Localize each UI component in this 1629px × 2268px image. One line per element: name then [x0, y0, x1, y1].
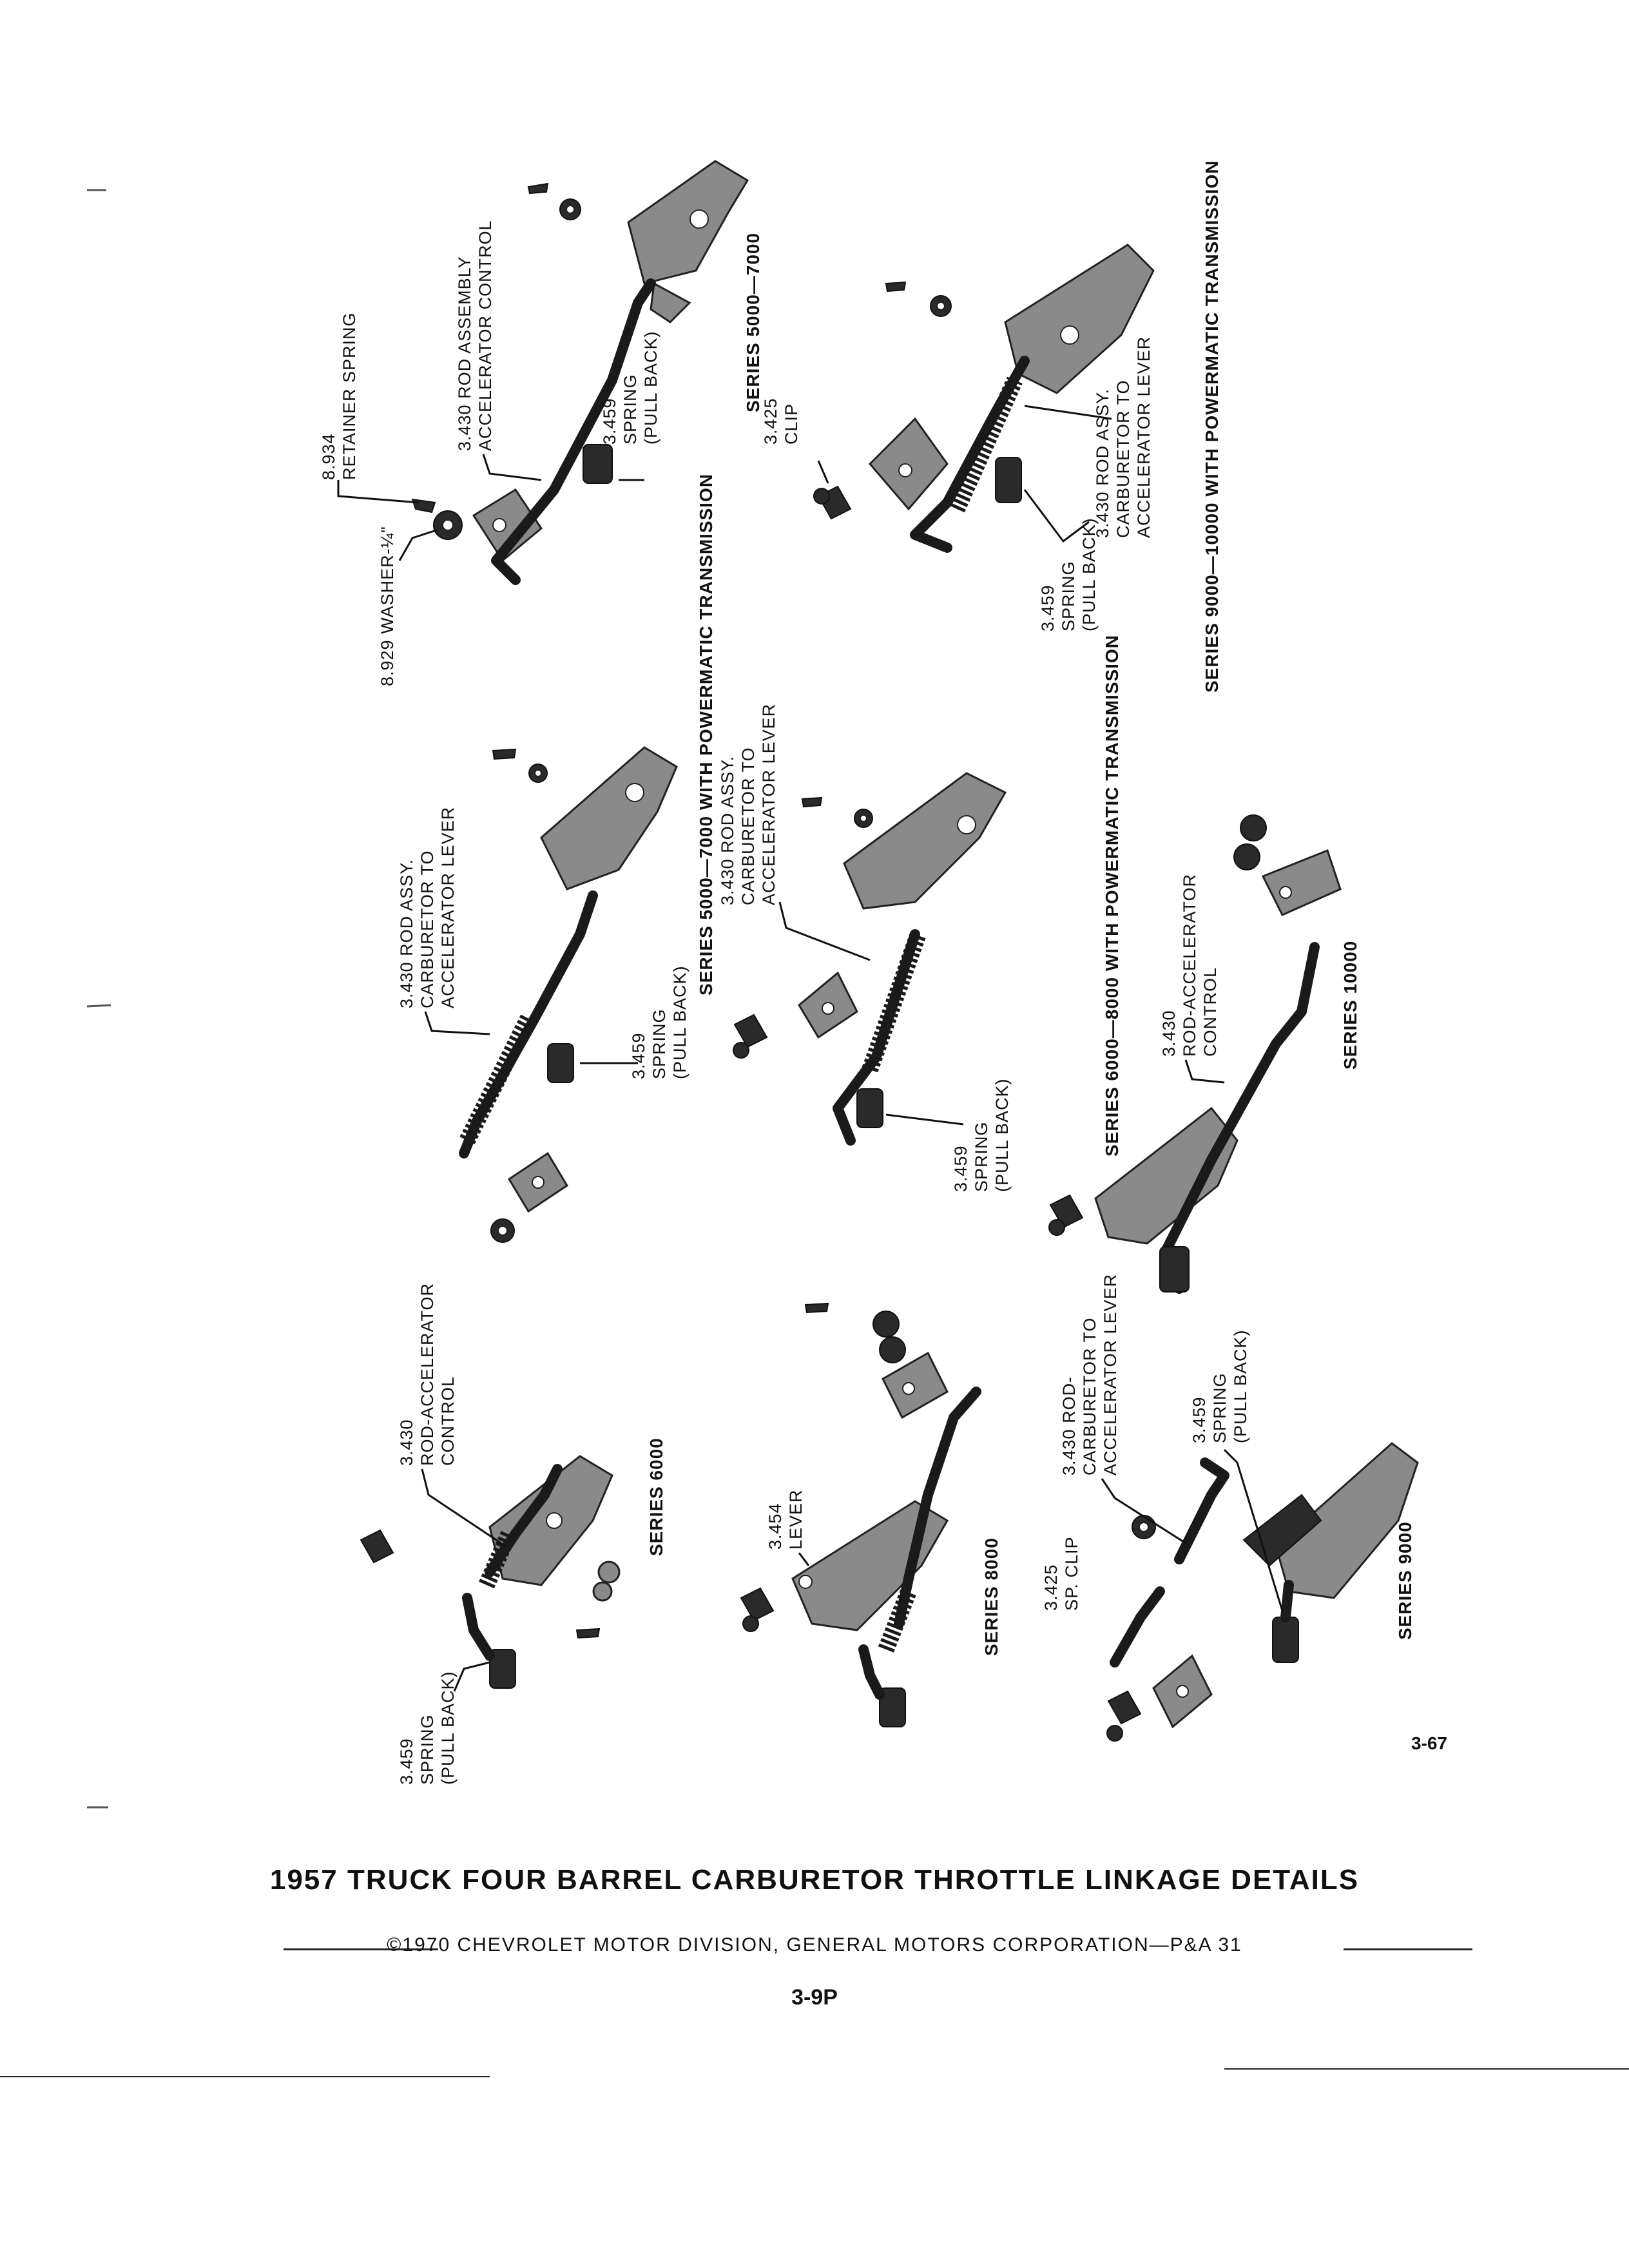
clip-text: CLIP: [782, 403, 801, 445]
series-5000-7000-pt-upper-title: SERIES 5000—7000 WITH POWERMATIC TRANSMISSION: [696, 474, 716, 995]
cotter-pin-part: [805, 1303, 828, 1312]
bushing-part: [1234, 844, 1260, 870]
washer-part: [593, 1562, 619, 1600]
bottom-rule-right: [1224, 2068, 1629, 2070]
panel-series-8000: [741, 1303, 1001, 1727]
series-title: SERIES 9000: [1395, 1521, 1415, 1640]
sp-clip-part: [1132, 1515, 1155, 1539]
cotter-pin-part: [493, 749, 516, 759]
page-title: 1957 TRUCK FOUR BARREL CARBURETOR THROTTLE LINKAGE DETAILS: [269, 1864, 1360, 1896]
svg-text:3.425CLIP: [761, 398, 801, 445]
accelerator-plate-part: [870, 419, 947, 509]
clip-part: [814, 486, 851, 519]
bracket-part: [1005, 245, 1153, 393]
cotter-pin-part: [528, 184, 581, 220]
svg-text:3.430ROD-ACCELERATORCONTROL: [397, 1283, 458, 1466]
rod-assy-line2: CARBURETOR TO: [1113, 380, 1133, 538]
svg-text:3.459SPRING(PULL BACK): [629, 965, 689, 1079]
label-washer: [378, 526, 438, 686]
label-rod-assembly: [455, 220, 541, 480]
label-retainer-spring: [319, 312, 419, 503]
spring-text: SPRING: [650, 1008, 669, 1079]
carburetor-rod: [1179, 1463, 1224, 1559]
label-sp-clip: [1041, 1536, 1081, 1611]
label-spring: [397, 1662, 490, 1785]
rod-number: 3.430 ROD-: [1059, 1376, 1079, 1475]
spring-number: 3.459: [1190, 1396, 1209, 1443]
spring-text: SPRING: [1210, 1372, 1229, 1443]
spring-text: SPRING: [1059, 561, 1078, 631]
series-title: SERIES 5000—7000: [743, 232, 763, 412]
rod-assembly-text: ACCELERATOR CONTROL: [476, 220, 495, 451]
rod-assy-number: 3.430 ROD ASSY.: [1093, 388, 1112, 538]
label-spring: [580, 965, 689, 1079]
svg-text:3.430ROD-ACCELERATORCONTROL: [1159, 874, 1220, 1057]
svg-text:3.459SPRING(PULL BACK): [397, 1671, 458, 1785]
spring-link: [1286, 1585, 1289, 1617]
accelerator-plate-part: [509, 1153, 567, 1211]
rod-text-2: CONTROL: [1200, 966, 1220, 1057]
cotter-pin-part: [802, 798, 822, 807]
clip-part: [733, 1015, 767, 1058]
series-title: SERIES 9000—10000 WITH POWERMATIC TRANSMISSION: [1202, 160, 1222, 693]
bushing-part: [873, 1311, 899, 1337]
svg-text:8.934RETAINER SPRING: [319, 312, 359, 480]
rod-assy-line2: CARBURETOR TO: [418, 850, 437, 1008]
page-number: 3-9P: [791, 1985, 838, 2010]
figure-number: 3-67: [1411, 1733, 1448, 1753]
rod-assy-line3: ACCELERATOR LEVER: [759, 703, 778, 905]
rod-text: ROD-ACCELERATOR: [1180, 873, 1199, 1057]
panel-series-10000: [1049, 815, 1360, 1292]
clip-part: [741, 1588, 773, 1631]
svg-text:3.459SPRING(PULL BACK): [1190, 1329, 1250, 1443]
series-title: SERIES 8000: [981, 1537, 1001, 1656]
spring-link: [467, 1598, 490, 1656]
spring-pull-back: (PULL BACK): [1079, 517, 1099, 631]
rod-coil-spring: [886, 1591, 909, 1649]
washer-part: [529, 764, 547, 782]
panel-series-5000-7000-pt: [397, 747, 689, 1242]
svg-text:3.430 ROD ASSY.CARBURETOR TOAC: [1093, 336, 1153, 538]
clip-part: [491, 1219, 514, 1242]
washer-part: [854, 809, 872, 827]
label-rod: [397, 1283, 506, 1546]
pull-back-spring: [1273, 1617, 1298, 1662]
rod-assy-line2: CARBURETOR TO: [738, 747, 758, 905]
rod-text-2: CONTROL: [438, 1376, 458, 1466]
pull-back-spring: [857, 1089, 883, 1128]
rod-assembly-number: 3.430 ROD ASSEMBLY: [455, 256, 474, 451]
pull-back-spring: [1160, 1247, 1189, 1292]
copyright-line: ©1970 CHEVROLET MOTOR DIVISION, GENERAL MOTORS CORPORATION—P&A 31: [387, 1934, 1242, 1956]
spring-number: 3.459: [1038, 584, 1057, 631]
rod-text: CARBURETOR TO: [1080, 1317, 1099, 1475]
svg-text:3.430 ROD ASSEMBLYACCELERATOR: [455, 220, 495, 451]
spring-link: [863, 1649, 880, 1695]
rod-assy-line3: ACCELERATOR LEVER: [438, 806, 458, 1008]
pull-back-spring: [583, 445, 612, 483]
spring-text: SPRING: [972, 1121, 991, 1192]
washer-text: 8.929 WASHER-¼": [378, 526, 397, 686]
copyright-rule-right: [1344, 1948, 1472, 1950]
series-title: SERIES 10000: [1340, 940, 1360, 1070]
rod-assy-line3: ACCELERATOR LEVER: [1134, 336, 1153, 538]
clip-part: [1107, 1691, 1141, 1741]
bushing-part: [880, 1337, 905, 1363]
washer-part: [930, 296, 951, 316]
panel-series-9000-10000-pt: [761, 160, 1222, 693]
pull-back-spring: [996, 457, 1021, 503]
spring-number: 3.459: [397, 1738, 416, 1785]
rod-assy-number: 3.430 ROD ASSY.: [718, 755, 737, 905]
clip-number: 3.425: [1041, 1564, 1061, 1611]
label-spring: [1190, 1329, 1282, 1611]
clip-part: [1049, 1195, 1083, 1235]
svg-text:3.459SPRING(PULL BACK): [951, 1078, 1012, 1192]
clip-number: 3.425: [761, 398, 780, 445]
svg-text:3.430 ROD-CARBURETOR TOACCELER: [1059, 1274, 1120, 1475]
retainer-spring-number: 8.934: [319, 433, 338, 480]
label-rod-assy: [718, 704, 870, 960]
cotter-pin-part: [577, 1629, 599, 1638]
lever-text: LEVER: [786, 1489, 805, 1550]
spring-number: 3.459: [629, 1032, 648, 1079]
label-rod: [1059, 1274, 1186, 1543]
spring-pull-back: (PULL BACK): [438, 1671, 458, 1785]
lever-number: 3.454: [766, 1503, 785, 1550]
panel-series-6000: [361, 1283, 666, 1785]
rod-number: 3.430: [1159, 1010, 1179, 1057]
margin-marks: [87, 190, 111, 1807]
spring-number: 3.459: [600, 398, 619, 445]
spring-pull-back: (PULL BACK): [992, 1078, 1012, 1192]
spring-text: SPRING: [621, 374, 640, 445]
rod-assy-number: 3.430 ROD ASSY.: [397, 858, 416, 1008]
spring-pull-back: (PULL BACK): [670, 965, 689, 1079]
retainer-spring-part: [412, 499, 435, 512]
spring-pull-back: (PULL BACK): [1231, 1329, 1250, 1443]
bracket-part: [541, 747, 677, 889]
rod-number: 3.430: [397, 1419, 416, 1466]
spring-number: 3.459: [951, 1145, 970, 1192]
spring-text: SPRING: [418, 1714, 437, 1785]
clip-part: [361, 1530, 393, 1562]
label-clip: [761, 398, 828, 483]
clip-text: SP. CLIP: [1062, 1536, 1081, 1611]
rod-text-2: ACCELERATOR LEVER: [1101, 1273, 1120, 1475]
accelerator-rod: [1115, 1591, 1160, 1662]
bottom-rule-left: [0, 2076, 490, 2077]
spring-pull-back: (PULL BACK): [641, 331, 660, 445]
label-spring: [1025, 490, 1099, 631]
label-lever: [766, 1489, 809, 1566]
accelerator-plate-part: [1263, 850, 1340, 915]
pull-back-spring: [548, 1044, 574, 1082]
label-spring: [886, 1078, 1012, 1192]
svg-text:3.430 ROD ASSY.CARBURETOR TOAC: [397, 807, 458, 1008]
label-rod-assy: [397, 807, 490, 1034]
svg-text:3.430 ROD ASSY.CARBURETOR TOAC: [718, 704, 778, 905]
bracket-part: [844, 773, 1005, 908]
svg-text:3.459SPRING(PULL BACK): [1038, 517, 1099, 631]
svg-text:3.454LEVER: [766, 1489, 805, 1550]
bushing-part: [1240, 815, 1266, 841]
panel-series-9000: [1041, 1274, 1418, 1741]
svg-text:3.425SP. CLIP: [1041, 1536, 1081, 1611]
rod-text: ROD-ACCELERATOR: [418, 1282, 437, 1466]
accelerator-plate-part: [1153, 1656, 1211, 1727]
panel-series-6000-8000-pt: [718, 635, 1122, 1192]
series-title: SERIES 6000: [646, 1437, 666, 1556]
series-title: SERIES 6000—8000 WITH POWERMATIC TRANSMISSION: [1102, 635, 1122, 1157]
accelerator-plate-part: [799, 973, 857, 1037]
label-rod: [1159, 874, 1224, 1082]
washer-part: [434, 511, 462, 539]
retainer-spring-text: RETAINER SPRING: [340, 312, 359, 480]
cotter-pin-part: [886, 282, 905, 291]
